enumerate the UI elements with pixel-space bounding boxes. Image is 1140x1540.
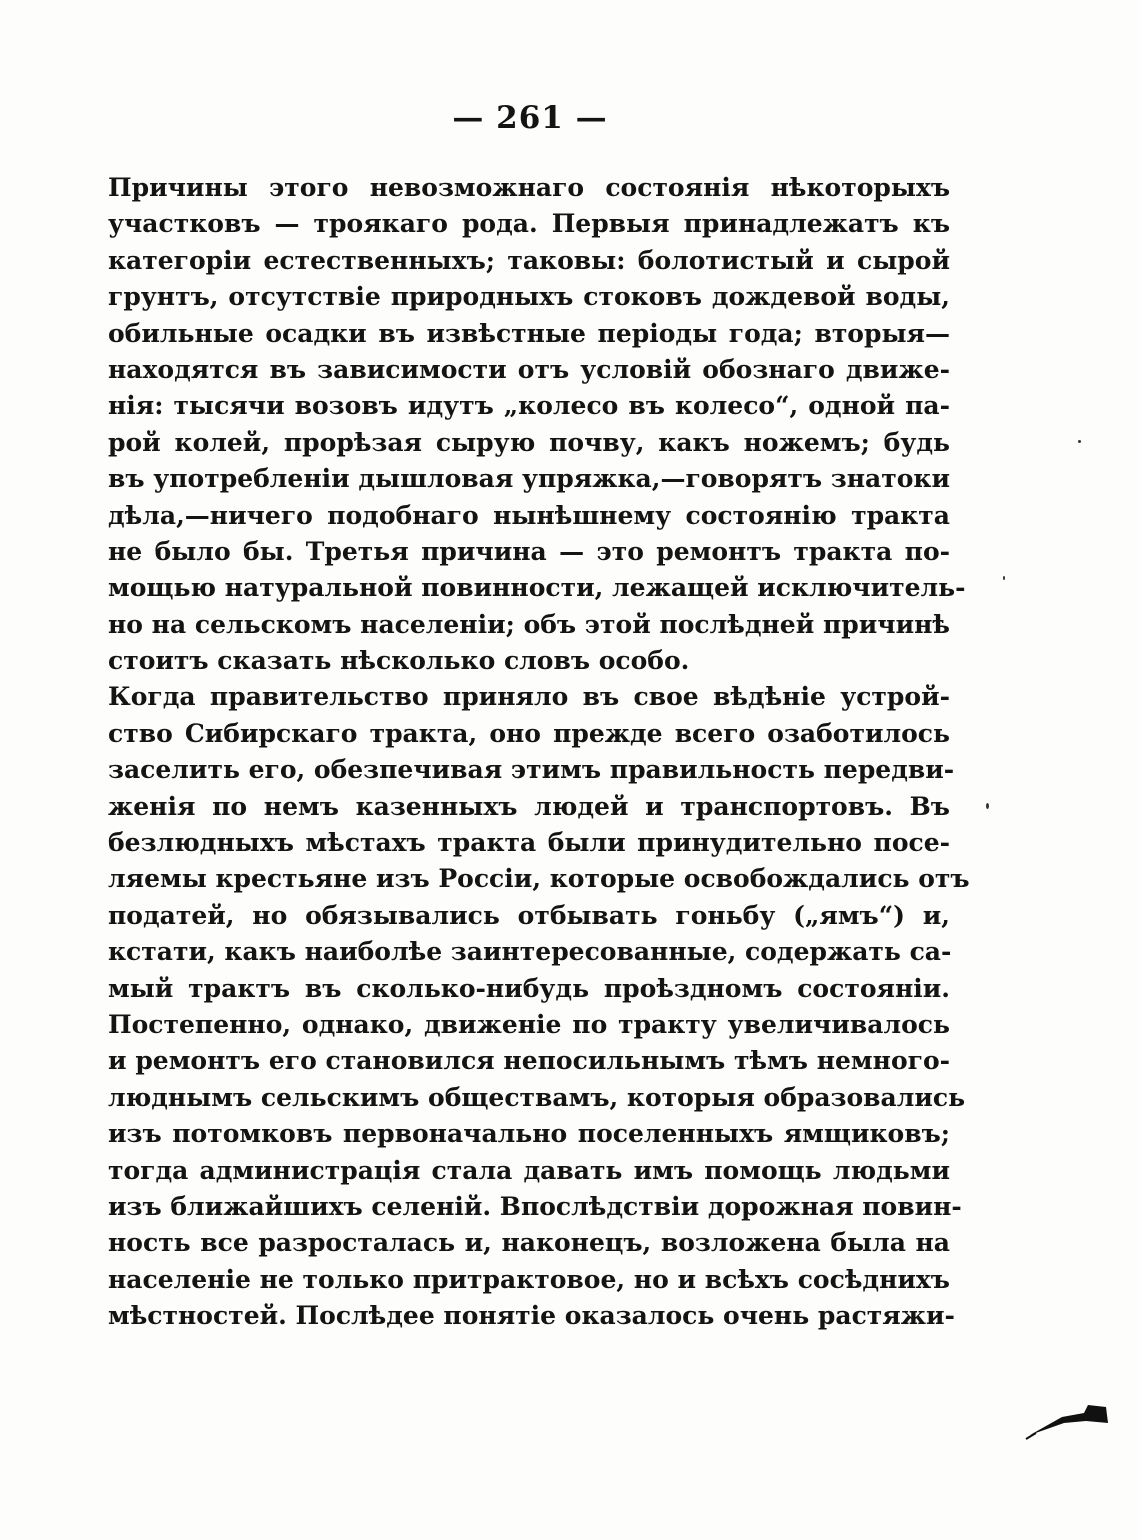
page-number: — 261 —	[452, 100, 608, 136]
text-line: изъ потомковъ первоначально поселенныхъ ямщиковъ;	[108, 1119, 950, 1149]
text-line: въ употребленіи дышловая упряжка,—говорятъ знатоки	[108, 464, 951, 494]
text-line: и ремонтъ его становился непосильнымъ тѣмъ немного-	[108, 1046, 950, 1076]
text-line: нія: тысячи возовъ идутъ „колесо въ колесо“, одной па-	[108, 391, 950, 421]
text-line: ство Сибирскаго тракта, оно прежде всего озаботилось	[108, 718, 950, 748]
text-line: тогда администрація стала давать имъ помощь людьми	[108, 1155, 950, 1185]
text-line: заселить его, обезпечивая этимъ правильность передви-	[108, 755, 955, 785]
text-line: ляемы крестьяне изъ Россіи, которые освобождались отъ	[108, 864, 970, 894]
text-line: податей, но обязывались отбывать гоньбу („ямъ“) и,	[108, 900, 950, 930]
text-line: мѣстностей. Послѣдее понятіе оказалось очень растяжи-	[108, 1301, 955, 1331]
text-line: грунтъ, отсутствіе природныхъ стоковъ дождевой воды,	[108, 282, 950, 312]
text-line: стоитъ сказать нѣсколько словъ особо.	[108, 646, 690, 676]
text-line: люднымъ сельскимъ обществамъ, которыя образовались	[108, 1082, 966, 1112]
scan-speck	[1078, 440, 1081, 443]
text-line: находятся въ зависимости отъ условій обознаго движе-	[108, 354, 950, 384]
text-line: Когда правительство приняло въ свое вѣдѣніе устрой-	[108, 682, 950, 712]
body-text	[108, 170, 970, 1335]
text-line: мый трактъ въ сколько-нибудь проѣздномъ состояніи.	[108, 973, 950, 1003]
text-line: но на сельскомъ населеніи; объ этой послѣдней причинѣ	[108, 609, 950, 639]
text-line: ность все разросталась и, наконецъ, возложена была на	[108, 1228, 950, 1258]
paragraph-2	[108, 679, 970, 1334]
text-line: безлюдныхъ мѣстахъ тракта были принудительно посе-	[108, 828, 950, 858]
text-line: участковъ — троякаго рода. Первыя принадлежатъ къ	[108, 209, 950, 239]
text-line: женія по немъ казенныхъ людей и транспортовъ. Въ	[108, 791, 950, 821]
pointer-mark-icon	[1022, 1395, 1114, 1445]
text-line: Причины этого невозможнаго состоянія нѣкоторыхъ	[108, 173, 950, 202]
text-line: категоріи естественныхъ; таковы: болотистый и сырой	[108, 245, 950, 275]
text-line: изъ ближайшихъ селеній. Впослѣдствіи дорожная повин-	[108, 1191, 962, 1221]
paragraph-1	[108, 170, 966, 679]
text-line: населеніе не только притрактовое, но и всѣхъ сосѣднихъ	[108, 1264, 950, 1294]
scan-speck	[1003, 576, 1005, 580]
text-line: рой колей, прорѣзая сырую почву, какъ ножемъ; будь	[108, 427, 950, 457]
text-line: Постепенно, однако, движеніе по тракту увеличивалось	[108, 1009, 950, 1039]
text-line: кстати, какъ наиболѣе заинтересованные, содержать са-	[108, 937, 952, 967]
text-line: не было бы. Третья причина — это ремонтъ тракта по-	[108, 536, 950, 566]
text-line: дѣла,—ничего подобнаго нынѣшнему состоянію тракта	[108, 500, 950, 530]
text-line: обильные осадки въ извѣстные періоды года; вторыя—	[108, 318, 950, 348]
scan-speck	[986, 803, 989, 809]
text-line: мощью натуральной повинности, лежащей исключитель-	[108, 573, 966, 603]
